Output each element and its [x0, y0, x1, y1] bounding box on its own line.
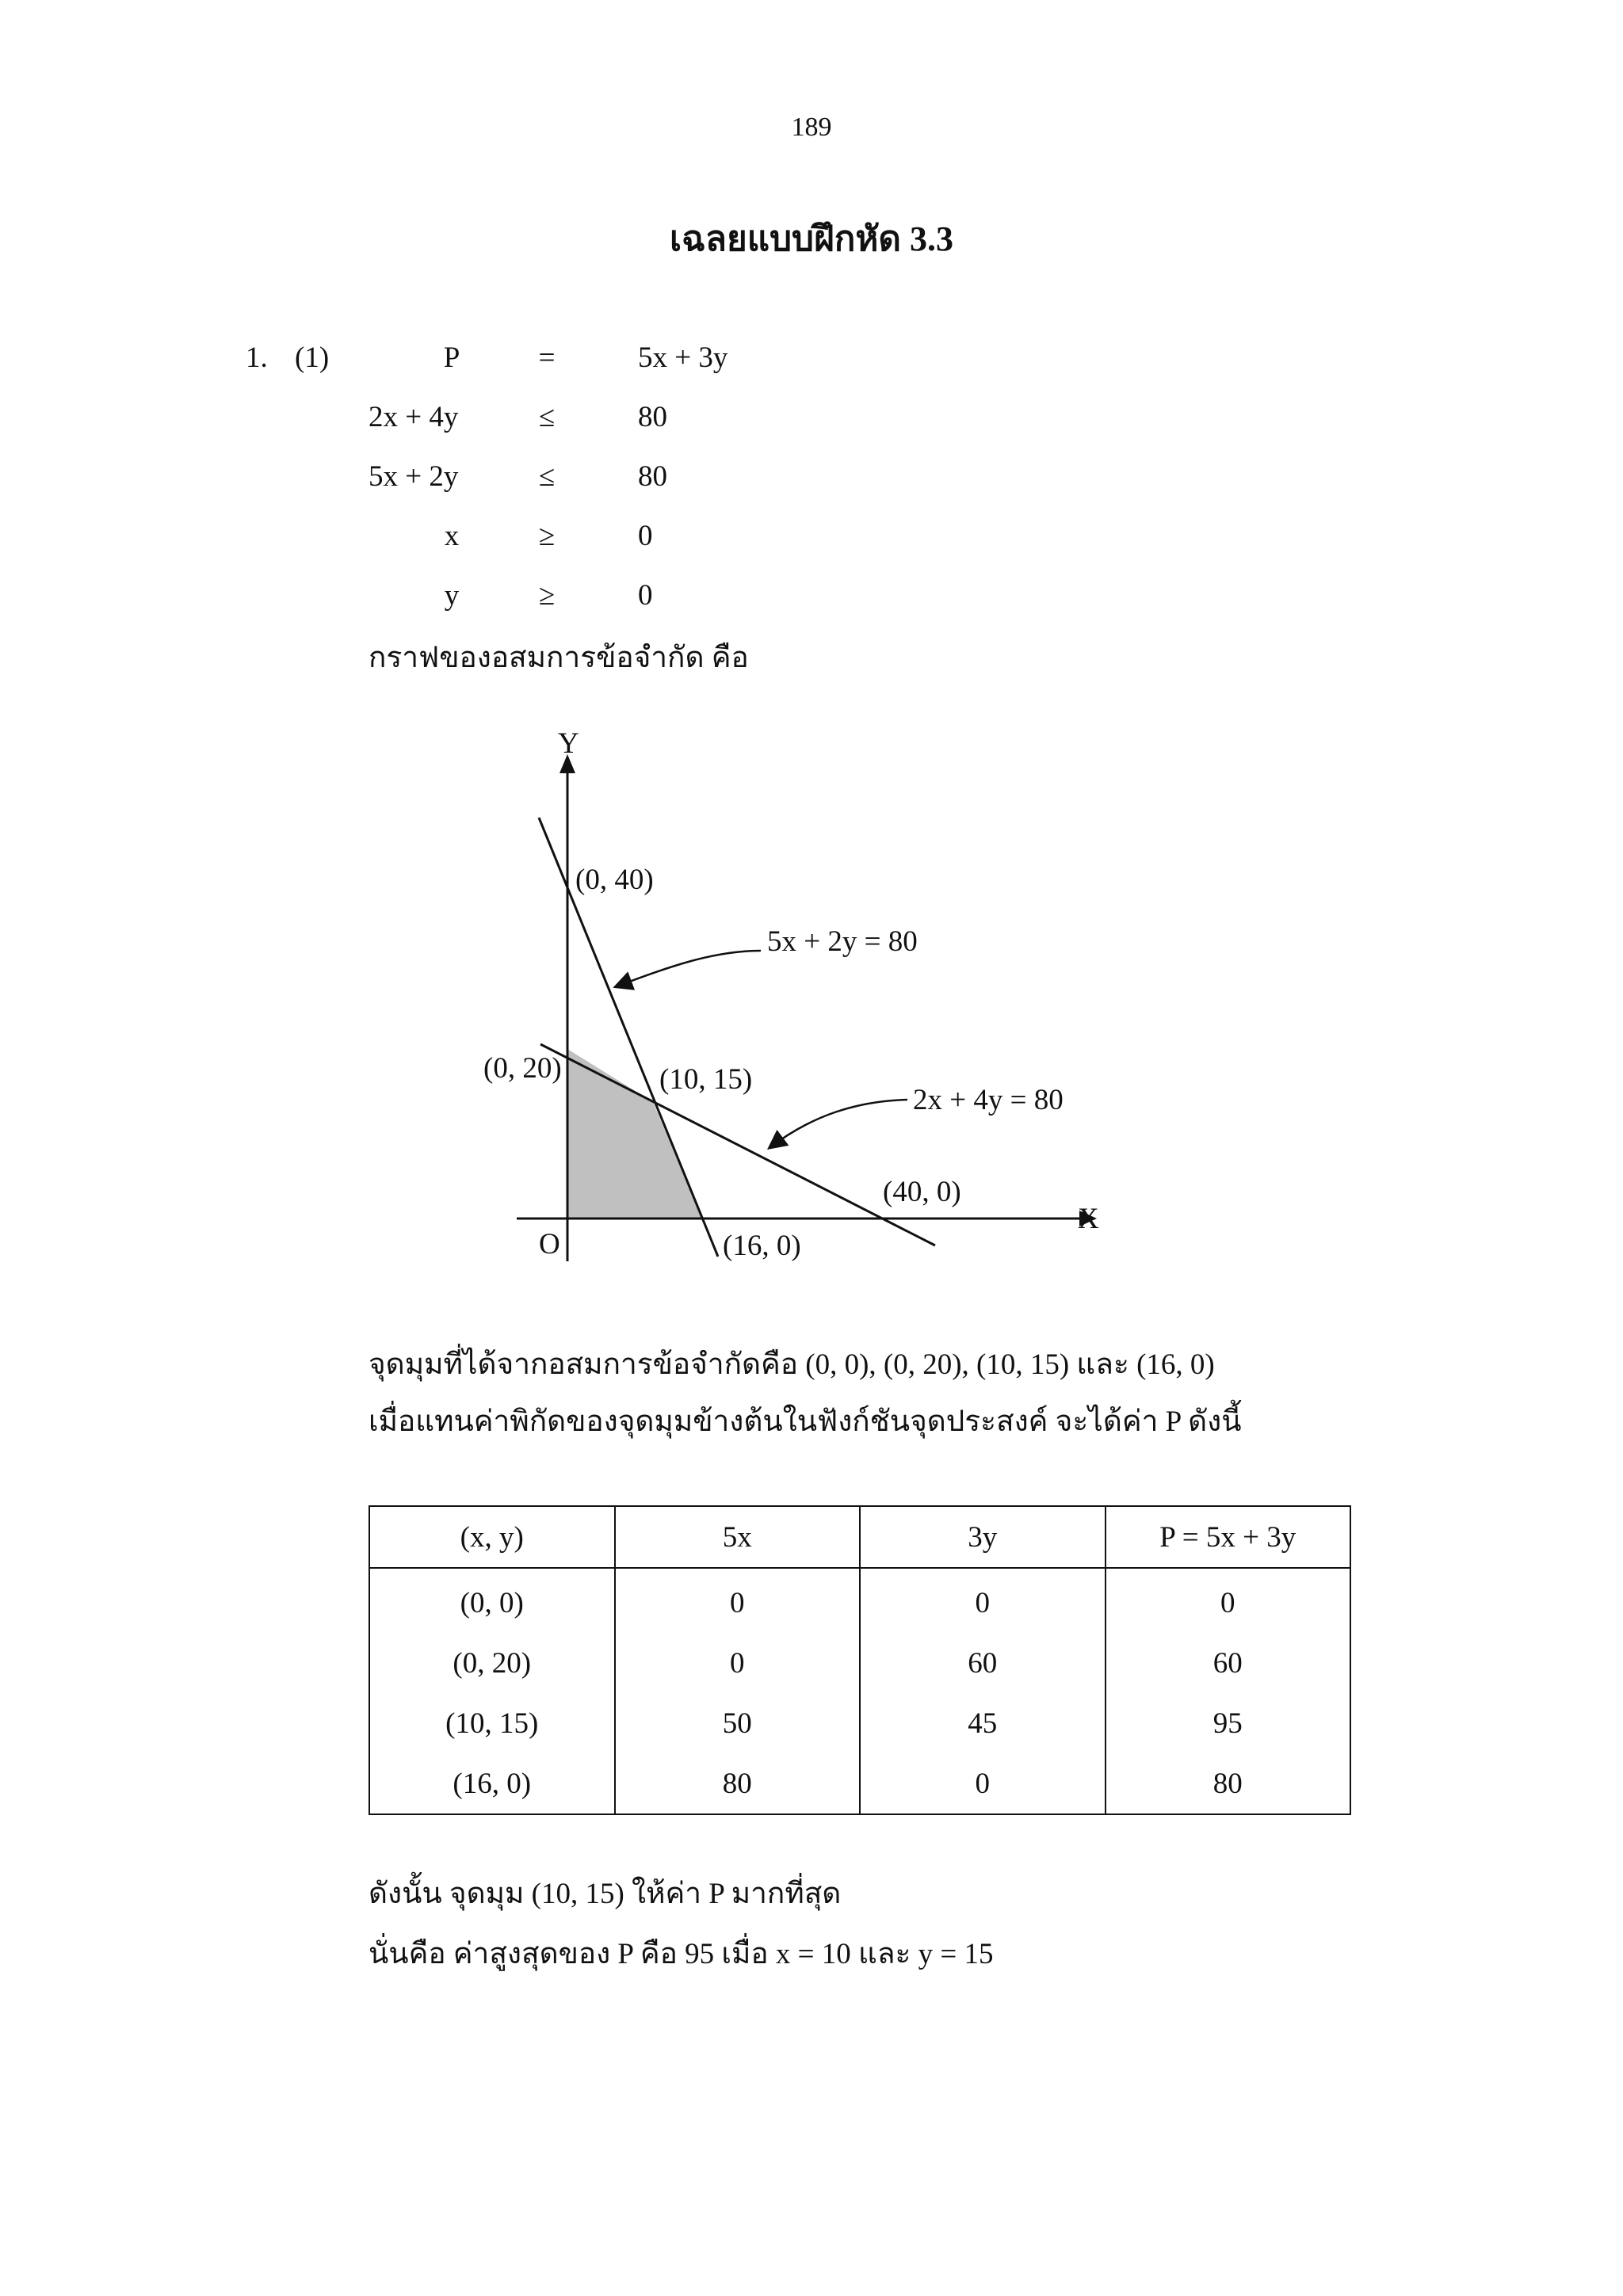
header-5x: 5x	[615, 1506, 861, 1568]
line-label-2x-4y: 2x + 4y = 80	[913, 1084, 1064, 1116]
x-axis-label: X	[1078, 1203, 1099, 1235]
row-lhs: 2x + 4y	[369, 401, 459, 433]
conclusion-line-1: ดังนั้น จุดมุม (10, 15) ให้ค่า P มากที่สุด	[369, 1878, 842, 1910]
results-table	[369, 1505, 1351, 1815]
problem-number: 1.	[246, 341, 268, 374]
pointer-arrow-line2	[770, 1100, 907, 1147]
pointer-arrow-line1	[617, 951, 761, 986]
point-label-40-0: (40, 0)	[883, 1176, 961, 1208]
row-op: =	[538, 341, 556, 374]
conclusion-line-2: นั่นคือ ค่าสูงสุดของ P คือ 95 เมื่อ x = 10 และ y = 15	[369, 1938, 994, 1970]
header-xy: (x, y)	[369, 1506, 615, 1568]
cell: (16, 0)	[369, 1753, 615, 1814]
cell: 0	[1106, 1568, 1351, 1633]
cell: 45	[860, 1693, 1106, 1753]
row-rhs: 5x + 3y	[638, 341, 728, 374]
header-p: P = 5x + 3y	[1106, 1506, 1351, 1568]
row-rhs: 80	[638, 401, 667, 433]
cell: 0	[860, 1568, 1106, 1633]
line-label-5x-2y: 5x + 2y = 80	[767, 925, 918, 958]
cell: 80	[615, 1753, 861, 1814]
constraint-graph	[475, 713, 1109, 1283]
cell: 60	[1106, 1633, 1351, 1693]
graph-intro: กราฟของอสมการข้อจำกัด คือ	[369, 642, 749, 674]
cell: (0, 0)	[369, 1568, 615, 1633]
origin-label: O	[539, 1228, 560, 1261]
table-row	[369, 1633, 1350, 1693]
point-label-0-40: (0, 40)	[575, 864, 654, 896]
y-axis-label: Y	[558, 727, 579, 760]
problem-part: (1)	[295, 341, 330, 374]
row-lhs: 5x + 2y	[369, 460, 459, 493]
row-op: ≥	[538, 520, 556, 552]
table-header-row	[369, 1506, 1350, 1568]
cell: (10, 15)	[369, 1693, 615, 1753]
cell: 80	[1106, 1753, 1351, 1814]
page-number: 189	[791, 113, 832, 142]
table-row	[369, 1693, 1350, 1753]
row-op: ≤	[538, 401, 556, 433]
row-rhs: 0	[638, 520, 653, 552]
cell: 50	[615, 1693, 861, 1753]
page-title: เฉลยแบบฝึกหัด 3.3	[670, 219, 953, 258]
cell: (0, 20)	[369, 1633, 615, 1693]
cell: 95	[1106, 1693, 1351, 1753]
row-rhs: 0	[638, 579, 653, 612]
header-3y: 3y	[860, 1506, 1106, 1568]
point-label-16-0: (16, 0)	[723, 1230, 801, 1262]
cell: 60	[860, 1633, 1106, 1693]
table-row	[369, 1753, 1350, 1814]
row-lhs: y	[444, 579, 460, 612]
cell: 0	[615, 1633, 861, 1693]
corners-text: จุดมุมที่ได้จากอสมการข้อจำกัดคือ (0, 0), (0, 20), (10, 15) และ (16, 0)	[369, 1348, 1215, 1381]
row-lhs: P	[443, 341, 460, 374]
cell: 0	[615, 1568, 861, 1633]
point-label-10-15: (10, 15)	[659, 1063, 753, 1096]
substitute-text: เมื่อแทนค่าพิกัดของจุดมุมข้างต้นในฟังก์ชันจุดประสงค์ จะได้ค่า P ดังนี้	[369, 1405, 1242, 1438]
table-row	[369, 1568, 1350, 1633]
row-rhs: 80	[638, 460, 667, 493]
point-label-0-20: (0, 20)	[483, 1052, 562, 1085]
row-op: ≤	[538, 460, 556, 493]
row-lhs: x	[444, 520, 460, 552]
row-op: ≥	[538, 579, 556, 612]
cell: 0	[860, 1753, 1106, 1814]
